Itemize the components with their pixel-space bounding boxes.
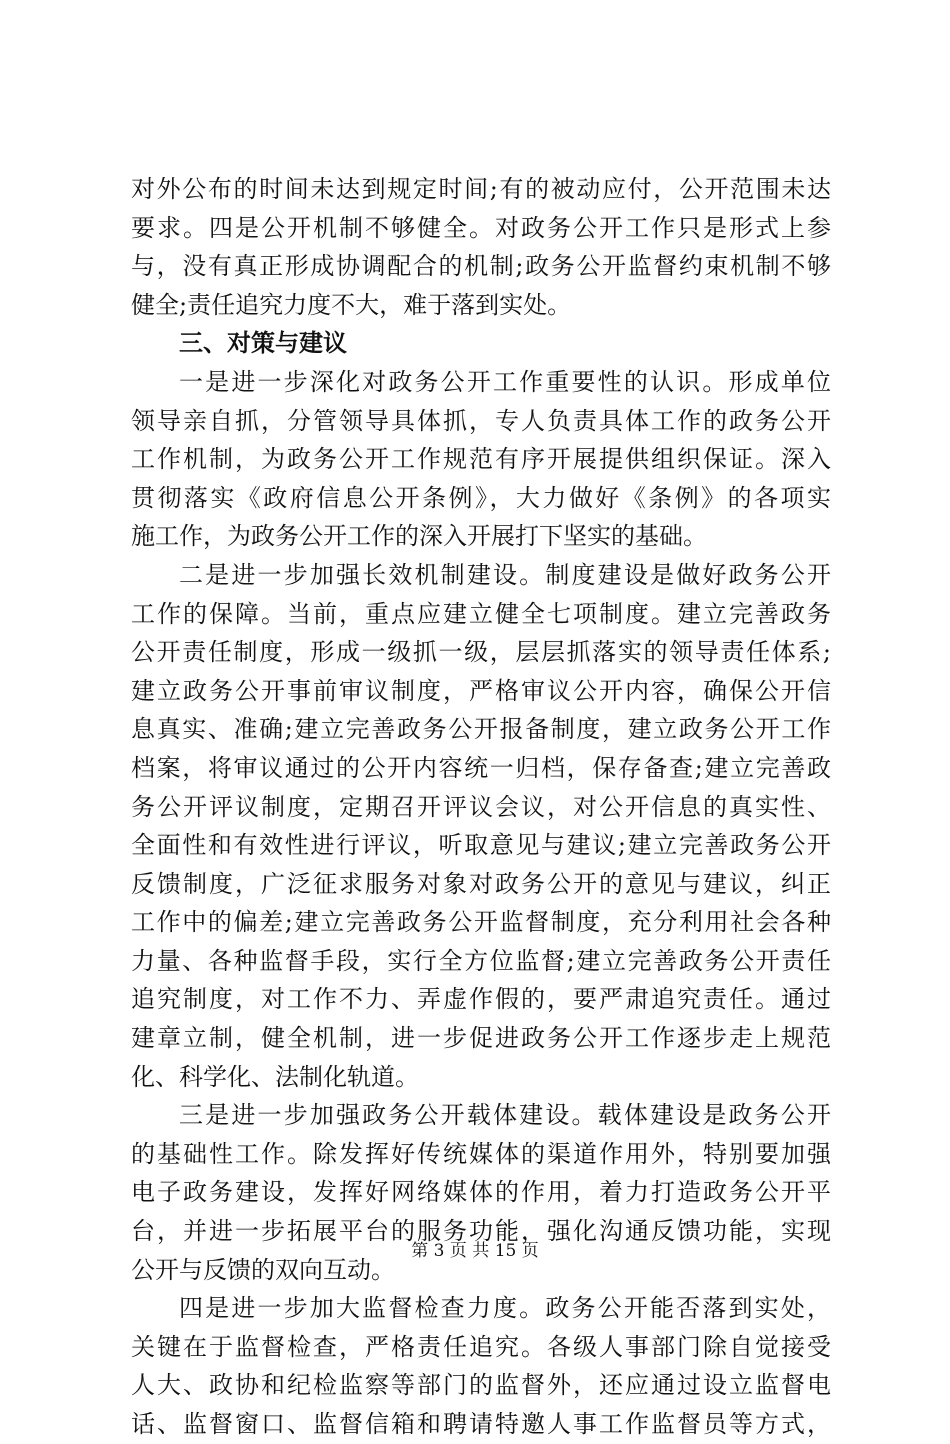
text-line: 的基础性工作。除发挥好传统媒体的渠道作用外，特别要加强: [131, 1139, 831, 1168]
page-footer: 第 3 页 共 15 页: [411, 1241, 539, 1261]
text-line: 力量、各种监督手段，实行全方位监督;建立完善政务公开责任: [131, 946, 831, 975]
text-line: 一是进一步深化对政务公开工作重要性的认识。形成单位: [179, 367, 831, 396]
text-line: 公开责任制度，形成一级抓一级，层层抓落实的领导责任体系;: [131, 638, 831, 667]
text-line: 工作机制，为政务公开工作规范有序开展提供组织保证。深入: [131, 445, 831, 474]
text-line: 贯彻落实《政府信息公开条例》，大力做好《条例》的各项实: [131, 483, 831, 512]
text-line: 建立政务公开事前审议制度，严格审议公开内容，确保公开信: [131, 676, 831, 705]
text-line: 人大、政协和纪检监察等部门的监督外，还应通过设立监督电: [131, 1371, 831, 1400]
text-line: 要求。四是公开机制不够健全。对政务公开工作只是形式上参: [131, 213, 831, 242]
text-line: 健全;责任追究力度不大，难于落到实处。: [131, 290, 572, 319]
text-line: 化、科学化、法制化轨道。: [131, 1062, 419, 1091]
text-line: 四是进一步加大监督检查力度。政务公开能否落到实处，: [179, 1294, 831, 1323]
text-line: 务公开评议制度，定期召开评议会议，对公开信息的真实性、: [131, 792, 831, 821]
text-line: 施工作，为政务公开工作的深入开展打下坚实的基础。: [131, 522, 707, 551]
text-line: 与，没有真正形成协调配合的机制;政务公开监督约束机制不够: [131, 252, 831, 281]
text-line: 公开与反馈的双向互动。: [131, 1255, 395, 1284]
text-line: 全面性和有效性进行评议，听取意见与建议;建立完善政务公开: [131, 831, 831, 860]
text-line: 关键在于监督检查，严格责任追究。各级人事部门除自觉接受: [131, 1332, 831, 1361]
section-heading: 三、对策与建议: [179, 329, 347, 358]
text-line: 电子政务建设，发挥好网络媒体的作用，着力打造政务公开平: [131, 1178, 831, 1207]
text-line: 二是进一步加强长效机制建设。制度建设是做好政务公开: [179, 560, 831, 589]
text-line: 对外公布的时间未达到规定时间;有的被动应付，公开范围未达: [131, 175, 831, 203]
text-line: 追究制度，对工作不力、弄虚作假的，要严肃追究责任。通过: [131, 985, 831, 1014]
text-line: 工作中的偏差;建立完善政务公开监督制度，充分利用社会各种: [131, 908, 831, 937]
text-line: 工作的保障。当前，重点应建立健全七项制度。建立完善政务: [131, 599, 831, 628]
text-line: 领导亲自抓，分管领导具体抓，专人负责具体工作的政务公开: [131, 406, 831, 435]
text-line: 档案，将审议通过的公开内容统一归档，保存备查;建立完善政: [131, 753, 831, 782]
text-line: 建章立制，健全机制，进一步促进政务公开工作逐步走上规范: [131, 1024, 831, 1053]
text-line: 反馈制度，广泛征求服务对象对政务公开的意见与建议，纠正: [131, 869, 831, 898]
text-line: 台，并进一步拓展平台的服务功能，强化沟通反馈功能，实现: [131, 1217, 831, 1246]
text-line: 话、监督窗口、监督信箱和聘请特邀人事工作监督员等方式，: [131, 1410, 831, 1438]
text-line: 三是进一步加强政务公开载体建设。载体建设是政务公开: [179, 1101, 831, 1130]
text-line: 息真实、准确;建立完善政务公开报备制度，建立政务公开工作: [131, 715, 831, 744]
